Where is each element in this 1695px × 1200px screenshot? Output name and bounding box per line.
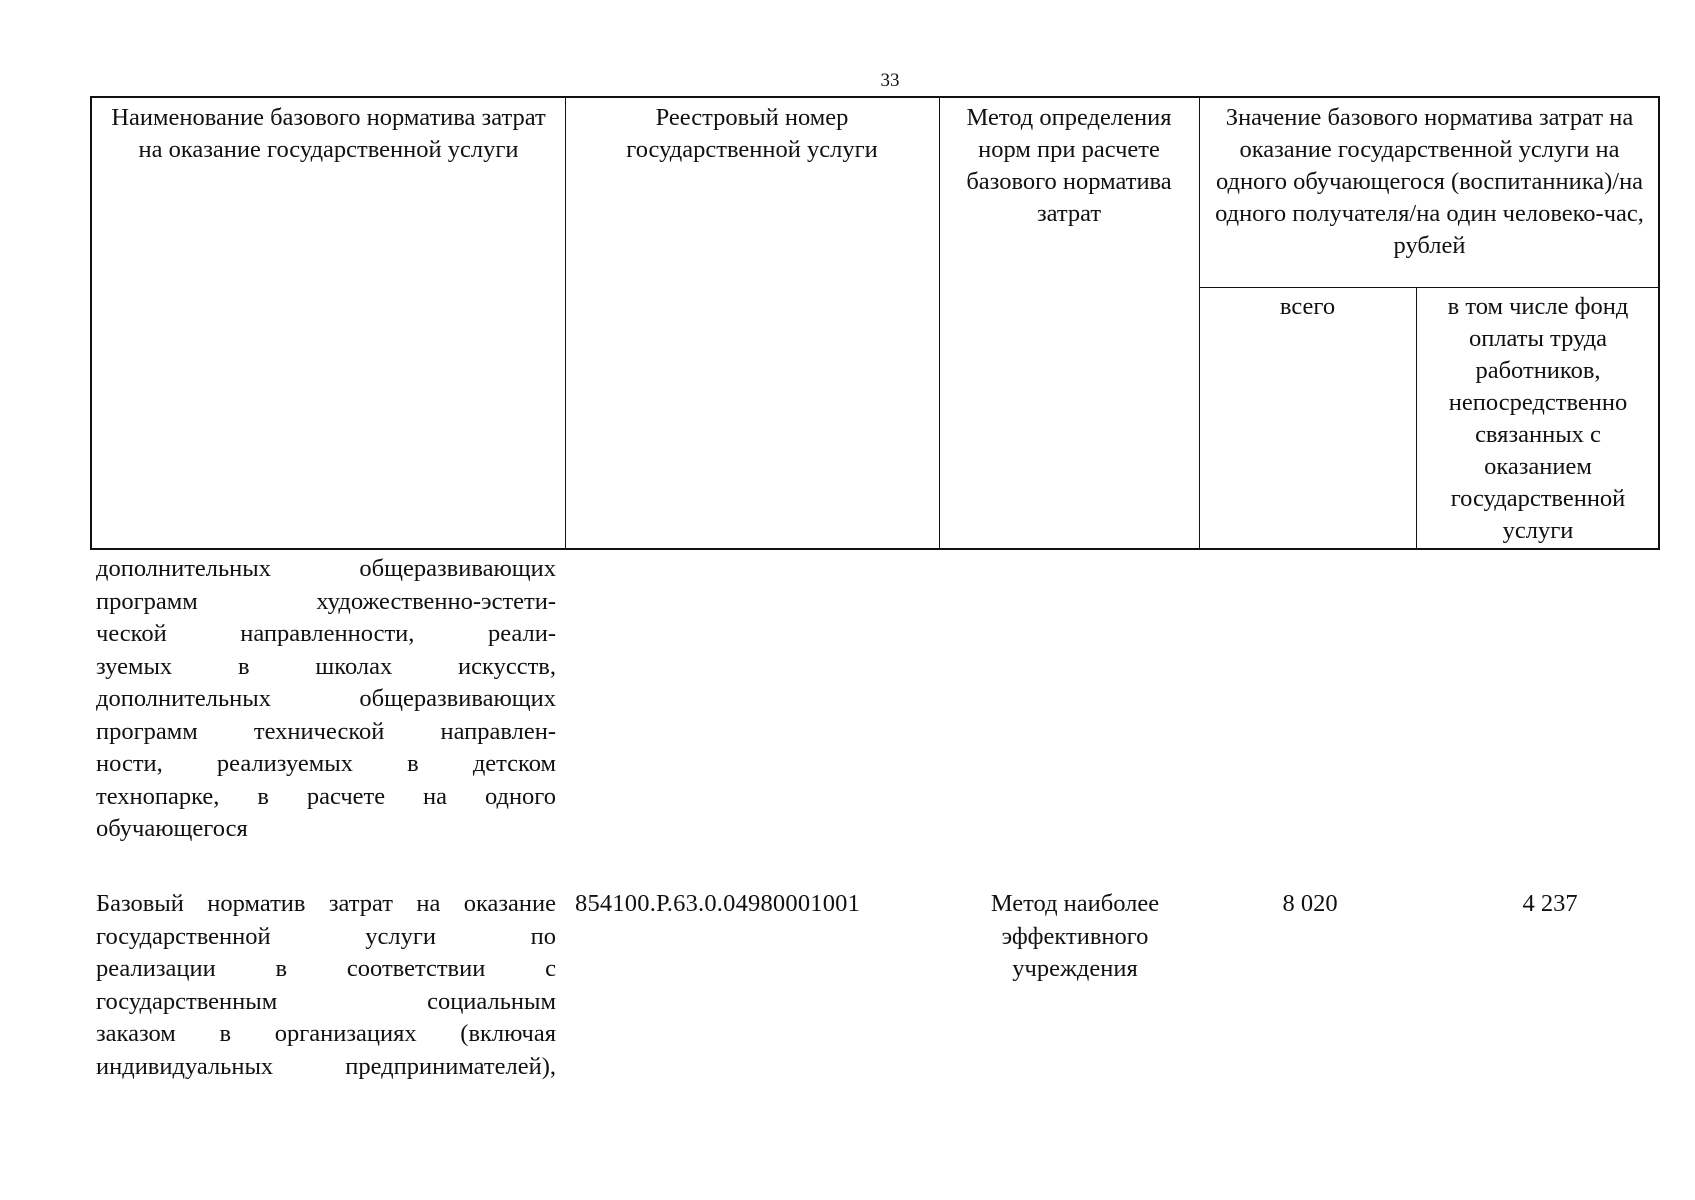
text-line: ческой направленности, реали- — [96, 620, 556, 647]
text-line: дополнительных общеразвивающих — [96, 685, 556, 712]
text-line: ности, реализуемых в детском — [96, 750, 556, 777]
text-line: зуемых в школах искусств, — [96, 652, 556, 680]
text-line: программ технической направлен- — [96, 717, 556, 745]
header-value-column: Значение базового норматива затрат на оказание государственной услуги на одного обучающегося (воспитанника)/на одного получателя/на один человеко-час, рублей — [1215, 104, 1644, 259]
text-line: реализации в соответствии с — [96, 955, 556, 982]
header-method-column: Метод определения норм при расчете базового норматива затрат — [966, 104, 1172, 227]
continuation-text — [96, 553, 556, 846]
header-registry-column: Реестровый номер государственной услуги — [626, 104, 878, 163]
text-line: государственным социальным — [96, 987, 556, 1015]
text-line: государственной услуги по — [96, 922, 556, 950]
row-registry-number: 854100.Р.63.0.04980001001 — [575, 890, 861, 917]
header-total-subcolumn: всего — [1279, 293, 1336, 320]
text-line: индивидуальных предпринимателей), — [96, 1052, 556, 1080]
text-line: Базовый норматив затрат на оказание — [96, 890, 556, 917]
page-number: 33 — [880, 70, 900, 91]
row-service-name — [96, 888, 556, 1083]
row-payroll-value: 4 237 — [1522, 890, 1578, 917]
text-line: дополнительных общеразвивающих — [96, 555, 556, 582]
row-total-value: 8 020 — [1282, 890, 1338, 917]
text-line: программ художественно-эстети- — [96, 587, 556, 615]
header-name-column: Наименование базового норматива затрат на оказание государственной услуги — [111, 104, 546, 163]
text-line: обучающегося — [96, 815, 248, 842]
text-line: технопарке, в расчете на одного — [96, 782, 556, 810]
row-method: Метод наиболее эффективного учреждения — [990, 890, 1160, 982]
table-header — [90, 96, 1660, 550]
text-line: заказом в организациях (включая — [96, 1020, 556, 1047]
header-payroll-subcolumn: в том числе фонд оплаты труда работников, непосредственно связанных с оказанием государственной услуги — [1447, 293, 1629, 544]
